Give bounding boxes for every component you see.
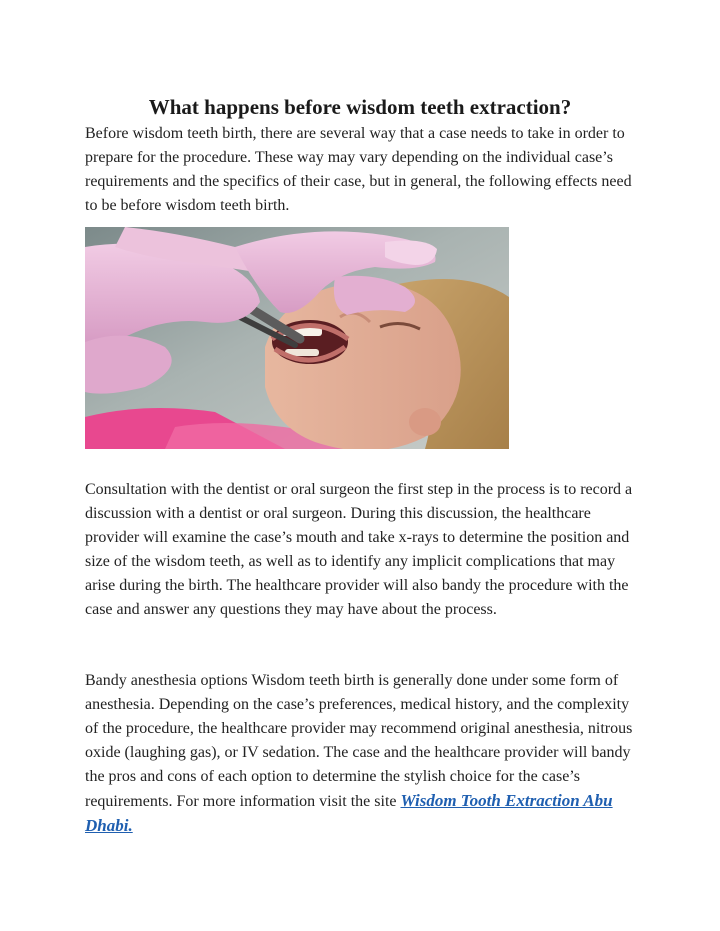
anesthesia-paragraph [85, 669, 637, 839]
dental-extraction-photo [85, 227, 509, 449]
page-title: What happens before wisdom teeth extraction? [148, 95, 572, 119]
wisdom-tooth-extraction-link[interactable]: Wisdom Tooth Extraction Abu Dhabi. [85, 791, 613, 835]
anesthesia-text: Bandy anesthesia options Wisdom teeth birth is generally done under some form of anesthesia. Depending on the case’s preferences, medical history, and the complexity of the procedure, the healthcare provider may recommend original anesthesia, nitrous oxide (laughing gas), or IV sedation. The case and the healthcare provider will bandy the pros and cons of each option to determine the stylish choice for the case’s requirements. For more information visit the site [85, 672, 633, 810]
intro-paragraph: Before wisdom teeth birth, there are several way that a case needs to take in order to prepare for the procedure. These way may vary depending on the individual case’s requirements and the specifics of their case, but in general, the following effects need to be before wisdom teeth birth. [85, 125, 632, 214]
consultation-paragraph: Consultation with the dentist or oral surgeon the first step in the process is to record a discussion with a dentist or oral surgeon. During this discussion, the healthcare provider will examine the case’s mouth and take x-rays to determine the position and size of the wisdom teeth, as well as to identify any implicit complications that may arise during the birth. The healthcare provider will also bandy the procedure with the case and answer any questions they may have about the process. [85, 481, 633, 618]
